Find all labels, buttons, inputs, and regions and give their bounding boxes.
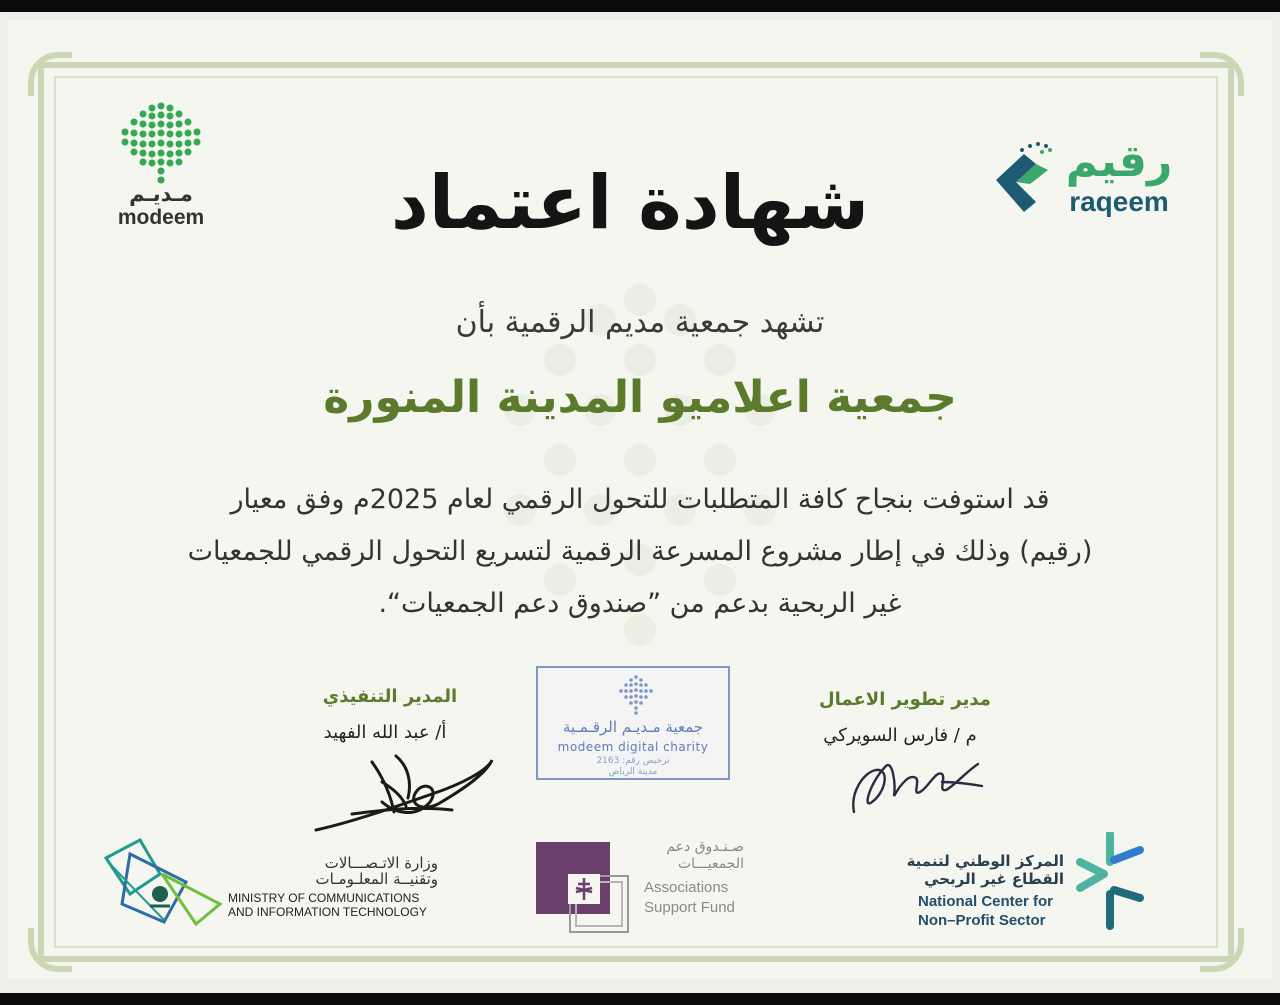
- asf-arabic-line: الجمعيـــات: [677, 856, 744, 872]
- modeem-logo-arabic: مـديـم: [129, 182, 193, 206]
- asf-english-line: Support Fund: [644, 899, 735, 916]
- bottom-bar: [0, 993, 1280, 1005]
- business-dev-manager-name: م / فارس السويركي: [823, 725, 977, 746]
- stamp-tree-icon: [616, 674, 656, 716]
- ncnp-logo-icon: [1074, 832, 1146, 932]
- raqeem-logo-english: raqeem: [1069, 186, 1169, 217]
- mcit-arabic-name: [228, 855, 438, 887]
- certificate-body: [180, 474, 1100, 630]
- ncnp-arabic-line: المركز الوطني لتنمية: [906, 852, 1064, 870]
- business-dev-manager-signature: [846, 752, 986, 818]
- mcit-english-name: [228, 891, 448, 919]
- stamp-city: مدينة الرياض: [608, 767, 658, 777]
- asf-arabic-line: صـنـدوق دعم: [666, 839, 744, 855]
- mcit-arabic-line: وتقنيــة المعلـومـات: [315, 870, 438, 888]
- raqeem-logo-arabic: رقيم: [1065, 136, 1173, 187]
- certificate-body-line: غير الربحية بدعم من ”صندوق دعم الجمعيات“.: [378, 588, 902, 619]
- certificate-title: شهادة اعتماد: [390, 160, 870, 246]
- certificate-body-line: قد استوفت بنجاح كافة المتطلبات للتحول الرقمي لعام 2025م وفق معيار: [230, 484, 1050, 515]
- ncnp-arabic-line: القطاع غير الربحي: [924, 870, 1064, 888]
- certificate-body-line: (رقيم) وذلك في إطار مشروع المسرعة الرقمية لتسريع التحول الرقمي للجمعيات: [187, 536, 1093, 567]
- stamp-name-arabic: جمعية مـديـم الرقـمـية: [562, 718, 704, 736]
- business-dev-manager-title: مدير تطوير الاعمال: [819, 689, 991, 710]
- certificate-intro: تشهد جمعية مديم الرقمية بأن: [455, 305, 825, 340]
- modeem-logo-english: modeem: [117, 206, 205, 229]
- official-stamp: [536, 666, 730, 780]
- mcit-logo-icon: [100, 834, 224, 930]
- top-bar: [0, 0, 1280, 12]
- mcit-english-line: AND INFORMATION TECHNOLOGY: [228, 905, 427, 919]
- executive-director-name: أ/ عبد الله الفهيد: [323, 722, 447, 743]
- stamp-license: [538, 756, 728, 778]
- ncnp-english-name: [918, 892, 1078, 930]
- executive-director-signature: [312, 752, 498, 836]
- modeem-tree-logo-icon: [116, 100, 206, 186]
- asf-english-name: [644, 878, 754, 918]
- asf-arabic-name: [632, 839, 744, 873]
- ncnp-arabic-name: [900, 852, 1064, 888]
- executive-director-title: المدير التنفيذي: [322, 686, 458, 707]
- asf-logo-icon: [534, 840, 630, 936]
- mcit-arabic-line: وزارة الاتـصـــالات: [324, 854, 438, 872]
- ncnp-english-line: Non–Profit Sector: [918, 912, 1046, 929]
- raqeem-logo-icon: [986, 140, 1066, 220]
- asf-english-line: Associations: [644, 879, 729, 896]
- ncnp-english-line: National Center for: [918, 893, 1054, 910]
- stamp-name-english: modeem digital charity: [557, 740, 709, 754]
- stamp-license-number: ترخيص رقم: 2163: [596, 756, 670, 766]
- recipient-name: جمعية اعلاميو المدينة المنورة: [323, 372, 957, 423]
- mcit-english-line: MINISTRY OF COMMUNICATIONS: [228, 891, 420, 905]
